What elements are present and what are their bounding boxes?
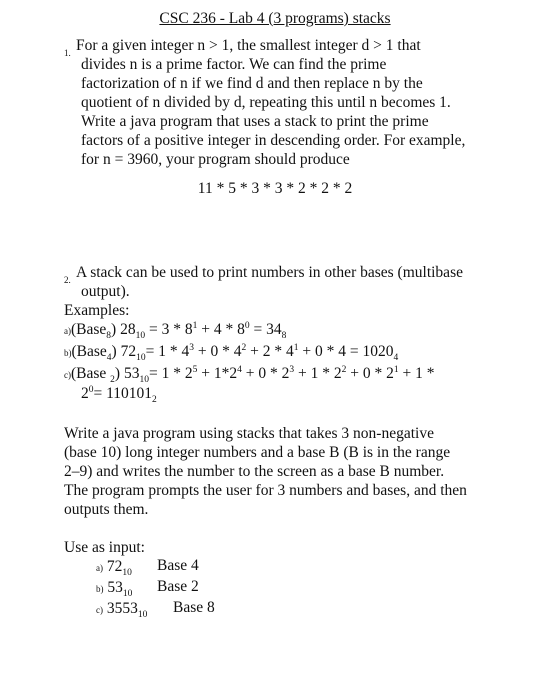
problem-2-number: 2. <box>64 275 71 285</box>
instructions-line-4: The program prompts the user for 3 numbers and bases, and then <box>64 482 467 499</box>
example-a-marker: a) <box>64 326 71 336</box>
inputs-heading: Use as input: <box>64 539 145 556</box>
input-b-value: 53 <box>107 579 123 596</box>
input-a-marker: a) <box>96 563 103 573</box>
problem-1-line-6: factors of a positive integer in descending order. For example, <box>81 132 466 149</box>
problem-2-line-2: output). <box>81 283 130 300</box>
example-c-continued: $2^0= 110101_2$ <box>81 384 157 406</box>
input-b-marker: b) <box>96 584 104 594</box>
examples-heading: Examples: <box>64 302 130 319</box>
instructions-line-1: Write a java program using stacks that takes 3 non-negative <box>64 425 434 442</box>
input-b-base: Base 2 <box>157 578 199 595</box>
page-title: CSC 236 - Lab 4 (3 programs) stacks <box>159 10 391 27</box>
example-a: a)(Base$_8$) $28_{10} = 3 * 8^1 + 4 * 8^0 = 34_8$ <box>64 320 287 342</box>
problem-1-line-5: Write a java program that uses a stack to print the prime <box>81 113 429 130</box>
input-a-value: 72 <box>106 558 123 575</box>
example-c: c)(Base $_2$) $53_{10}= 1 * 2^5 + 1*2^4 + 0 * 2^3 + 1 * 2^2 + 0 * 2^1 + 1$ * <box>64 364 435 386</box>
problem-1-line-3: factorization of n if we find d and then replace n by the <box>81 75 423 92</box>
input-item-c: c) $3553_{10}$ <box>96 600 148 621</box>
example-b-marker: b) <box>64 348 72 358</box>
instructions-line-2: (base 10) long integer numbers and a base B (B is in the range <box>64 444 451 461</box>
instructions-line-3: 2–9) and writes the number to the screen as a base B number. <box>64 463 445 480</box>
example-c-marker: c) <box>64 370 71 380</box>
example-b: b)(Base$_4$) $72_{10}= 1 * 4^3 + 0 * 4^2 + 2 * 4^1 + 0 * 4 = 1020_4$ <box>64 342 399 364</box>
problem-2-line-1: A stack can be used to print numbers in other bases (multibase <box>76 264 463 281</box>
input-a-base: Base 4 <box>157 557 199 574</box>
problem-1-number: 1. <box>64 48 71 58</box>
instructions-line-5: outputs them. <box>64 501 149 518</box>
problem-1-output: 11 * 5 * 3 * 3 * 2 * 2 * 2 <box>197 180 353 197</box>
input-item-b: b) $53_{10}$ <box>96 579 133 600</box>
input-item-a: a) $72_{10}$ <box>96 558 132 579</box>
problem-1-line-7: for n = 3960, your program should produce <box>81 151 350 168</box>
problem-1-line-2: divides n is a prime factor. We can find the prime <box>81 56 387 73</box>
input-c-base: Base 8 <box>173 599 215 616</box>
problem-1-line-4: quotient of n divided by d, repeating this until n becomes 1. <box>81 94 451 111</box>
input-c-marker: c) <box>96 605 103 615</box>
input-c-value: 3553 <box>106 600 138 617</box>
problem-1-line-1: For a given integer n > 1, the smallest integer d > 1 that <box>76 37 421 54</box>
